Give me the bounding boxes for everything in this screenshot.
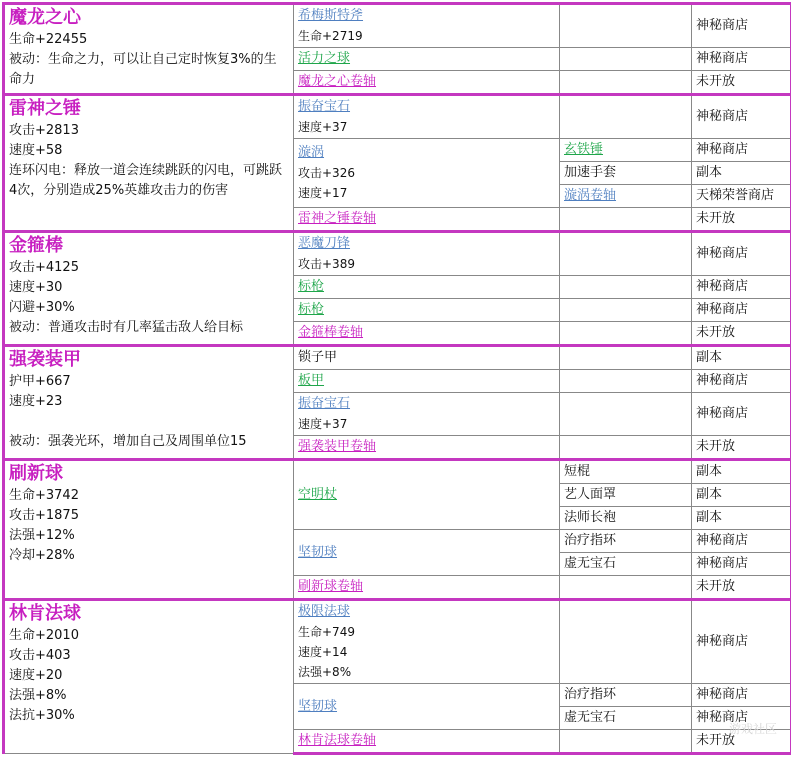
- source-cell: [692, 576, 791, 600]
- source-label: 神秘商店: [696, 51, 749, 66]
- component-link[interactable]: 魔龙之心卷轴: [298, 74, 377, 89]
- source-cell: [692, 299, 791, 322]
- source-cell: [692, 393, 791, 436]
- source-cell: [692, 232, 791, 276]
- component-cell: [294, 299, 560, 322]
- source-label: 未开放: [696, 733, 736, 748]
- component-cell: [294, 276, 560, 299]
- table-row: [4, 460, 791, 484]
- source-cell: [692, 322, 791, 346]
- source-label: 神秘商店: [696, 533, 749, 548]
- subcomponent-link: 艺人面罩: [564, 487, 617, 502]
- table-row: [4, 346, 791, 370]
- item-stat: 攻击+4125: [9, 260, 79, 275]
- subcomponent-cell: [560, 299, 692, 322]
- item-stat: 生命+2010: [9, 628, 79, 643]
- subcomponent-link: 法师长袍: [564, 510, 617, 525]
- source-cell: [692, 346, 791, 370]
- subcomponent-cell: [560, 276, 692, 299]
- component-link[interactable]: 林肯法球卷轴: [298, 733, 377, 748]
- component-stat: 攻击+326: [298, 166, 355, 180]
- item-passive: 被动：生命之力，可以让自己定时恢复3%的生命力: [9, 52, 277, 87]
- subcomponent-cell: [560, 530, 692, 553]
- source-label: 神秘商店: [696, 556, 749, 571]
- source-cell: [692, 600, 791, 684]
- component-link[interactable]: 振奋宝石: [298, 99, 351, 114]
- subcomponent-link: 虚无宝石: [564, 556, 617, 571]
- subcomponent-cell: [560, 507, 692, 530]
- item-title: 金箍棒: [9, 235, 63, 256]
- component-cell: [294, 393, 560, 436]
- subcomponent-cell: [560, 576, 692, 600]
- item-title: 强袭装甲: [9, 349, 81, 370]
- watermark: 游戏社区: [728, 722, 777, 736]
- spacer: [9, 412, 289, 432]
- item-summary-cell: [4, 95, 294, 232]
- subcomponent-cell: [560, 393, 692, 436]
- source-cell: [692, 185, 791, 208]
- component-link[interactable]: 空明杖: [298, 487, 338, 502]
- component-cell: [294, 232, 560, 276]
- subcomponent-cell: [560, 139, 692, 162]
- component-cell: [294, 322, 560, 346]
- component-link[interactable]: 振奋宝石: [298, 396, 351, 411]
- item-title: 刷新球: [9, 463, 63, 484]
- source-cell: [692, 707, 791, 730]
- component-stat: 生命+2719: [298, 29, 363, 43]
- source-label: 未开放: [696, 211, 736, 226]
- component-link[interactable]: 极限法球: [298, 604, 351, 619]
- table-row: [4, 600, 791, 684]
- source-label: 未开放: [696, 325, 736, 340]
- item-summary-cell: [4, 346, 294, 460]
- component-cell: [294, 139, 560, 208]
- subcomponent-cell: [560, 346, 692, 370]
- source-cell: [692, 48, 791, 71]
- subcomponent-cell: [560, 600, 692, 684]
- source-label: 神秘商店: [696, 710, 749, 725]
- item-stat: 攻击+2813: [9, 123, 79, 138]
- source-label: 神秘商店: [696, 687, 749, 702]
- item-title: 林肯法球: [9, 603, 81, 624]
- item-stat: 法强+12%: [9, 528, 75, 543]
- subcomponent-cell: [560, 436, 692, 460]
- component-cell: [294, 530, 560, 576]
- source-label: 神秘商店: [696, 246, 749, 261]
- component-stat: 速度+37: [298, 120, 348, 134]
- source-label: 副本: [696, 510, 723, 525]
- subcomponent-cell: [560, 48, 692, 71]
- component-stat: 速度+17: [298, 186, 348, 200]
- subcomponent-cell: [560, 71, 692, 95]
- item-passive: 连环闪电：释放一道会连续跳跃的闪电，可跳跃4次，分别造成25%英雄攻击力的伤害: [9, 163, 283, 198]
- component-link[interactable]: 雷神之锤卷轴: [298, 211, 377, 226]
- component-link[interactable]: 漩涡: [298, 145, 325, 160]
- subcomponent-cell: [560, 460, 692, 484]
- item-recipe-table: [2, 2, 791, 755]
- component-stat: 速度+14: [298, 645, 348, 659]
- component-cell: [294, 436, 560, 460]
- subcomponent-cell: [560, 232, 692, 276]
- component-link[interactable]: 强袭装甲卷轴: [298, 439, 377, 454]
- component-cell: [294, 95, 560, 139]
- source-cell: [692, 139, 791, 162]
- item-title: 魔龙之心: [9, 7, 81, 28]
- component-link[interactable]: 金箍棒卷轴: [298, 325, 364, 340]
- item-summary-cell: [4, 232, 294, 346]
- subcomponent-cell: [560, 4, 692, 48]
- component-stat: 生命+749: [298, 625, 355, 639]
- component-stat: 法强+8%: [298, 665, 352, 679]
- subcomponent-link: 短棍: [564, 464, 591, 479]
- subcomponent-link: 治疗指环: [564, 533, 617, 548]
- component-cell: [294, 370, 560, 393]
- component-cell: [294, 730, 560, 754]
- component-link[interactable]: 希梅斯特斧: [298, 8, 364, 23]
- source-label: 神秘商店: [696, 406, 749, 421]
- source-label: 副本: [696, 165, 723, 180]
- subcomponent-link: 加速手套: [564, 165, 617, 180]
- source-cell: [692, 208, 791, 232]
- source-label: 副本: [696, 487, 723, 502]
- source-label: 神秘商店: [696, 634, 749, 649]
- component-cell: [294, 48, 560, 71]
- component-link[interactable]: 标枪: [298, 279, 325, 294]
- source-cell: [692, 460, 791, 484]
- component-cell: [294, 600, 560, 684]
- component-link[interactable]: 标枪: [298, 302, 325, 317]
- source-label: 未开放: [696, 579, 736, 594]
- table-body: [4, 4, 791, 754]
- source-label: 副本: [696, 464, 723, 479]
- component-link[interactable]: 锁子甲: [298, 350, 338, 365]
- subcomponent-cell: [560, 322, 692, 346]
- item-summary-cell: [4, 460, 294, 600]
- source-cell: [692, 484, 791, 507]
- item-stat: 冷却+28%: [9, 548, 75, 563]
- item-title: 雷神之锤: [9, 98, 81, 119]
- subcomponent-cell: [560, 553, 692, 576]
- item-passive: 被动：强袭光环，增加自己及周围单位15: [9, 434, 247, 449]
- item-stat: 法强+8%: [9, 688, 67, 703]
- source-cell: [692, 507, 791, 530]
- item-stat: 速度+58: [9, 143, 63, 158]
- component-link[interactable]: 坚韧球: [298, 544, 338, 560]
- component-cell: [294, 71, 560, 95]
- table-row: [4, 4, 791, 48]
- source-label: 神秘商店: [696, 373, 749, 388]
- source-label: 天梯荣誉商店: [696, 188, 775, 203]
- component-cell: [294, 208, 560, 232]
- subcomponent-cell: [560, 208, 692, 232]
- source-cell: [692, 162, 791, 185]
- item-stat: 攻击+1875: [9, 508, 79, 523]
- source-label: 未开放: [696, 74, 736, 89]
- item-stat: 速度+20: [9, 668, 63, 683]
- subcomponent-cell: [560, 185, 692, 208]
- item-stat: 生命+3742: [9, 488, 79, 503]
- item-stat: 速度+30: [9, 280, 63, 295]
- component-cell: [294, 460, 560, 530]
- component-cell: [294, 4, 560, 48]
- component-link[interactable]: 刷新球卷轴: [298, 579, 364, 594]
- source-cell: [692, 530, 791, 553]
- subcomponent-cell: [560, 162, 692, 185]
- table-row: [4, 232, 791, 276]
- source-label: 神秘商店: [696, 279, 749, 294]
- source-label: 神秘商店: [696, 142, 749, 157]
- item-summary-cell: [4, 4, 294, 95]
- item-stat: 闪避+30%: [9, 300, 75, 315]
- source-cell: [692, 71, 791, 95]
- component-link[interactable]: 坚韧球: [298, 698, 338, 714]
- subcomponent-cell: [560, 707, 692, 730]
- source-label: 神秘商店: [696, 302, 749, 317]
- source-cell: [692, 730, 791, 754]
- subcomponent-cell: [560, 730, 692, 754]
- source-label: 未开放: [696, 439, 736, 454]
- item-passive: 被动：普通攻击时有几率猛击敌人给目标: [9, 320, 244, 335]
- table-row: [4, 95, 791, 139]
- subcomponent-link: 虚无宝石: [564, 710, 617, 725]
- item-stat: 法抗+30%: [9, 708, 75, 723]
- item-stat: 生命+22455: [9, 32, 88, 47]
- item-stat: 护甲+667: [9, 374, 71, 389]
- subcomponent-link: 治疗指环: [564, 687, 617, 702]
- source-cell: [692, 4, 791, 48]
- component-link[interactable]: 恶魔刀锋: [298, 236, 351, 251]
- item-summary-cell: [4, 600, 294, 754]
- source-cell: [692, 95, 791, 139]
- subcomponent-cell: [560, 484, 692, 507]
- subcomponent-cell: [560, 95, 692, 139]
- subcomponent-link[interactable]: 漩涡卷轴: [564, 188, 617, 203]
- component-link[interactable]: 活力之球: [298, 51, 351, 66]
- subcomponent-link[interactable]: 玄铁锤: [564, 142, 604, 157]
- source-label: 副本: [696, 350, 723, 365]
- component-link[interactable]: 板甲: [298, 373, 325, 388]
- source-cell: [692, 684, 791, 707]
- source-cell: [692, 276, 791, 299]
- subcomponent-cell: [560, 370, 692, 393]
- component-cell: [294, 346, 560, 370]
- subcomponent-cell: [560, 684, 692, 707]
- source-label: 神秘商店: [696, 109, 749, 124]
- component-cell: [294, 576, 560, 600]
- source-cell: [692, 436, 791, 460]
- item-stat: 速度+23: [9, 394, 63, 409]
- source-cell: [692, 553, 791, 576]
- source-cell: [692, 370, 791, 393]
- component-stat: 攻击+389: [298, 257, 355, 271]
- source-label: 神秘商店: [696, 18, 749, 33]
- component-cell: [294, 684, 560, 730]
- component-stat: 速度+37: [298, 417, 348, 431]
- item-stat: 攻击+403: [9, 648, 71, 663]
